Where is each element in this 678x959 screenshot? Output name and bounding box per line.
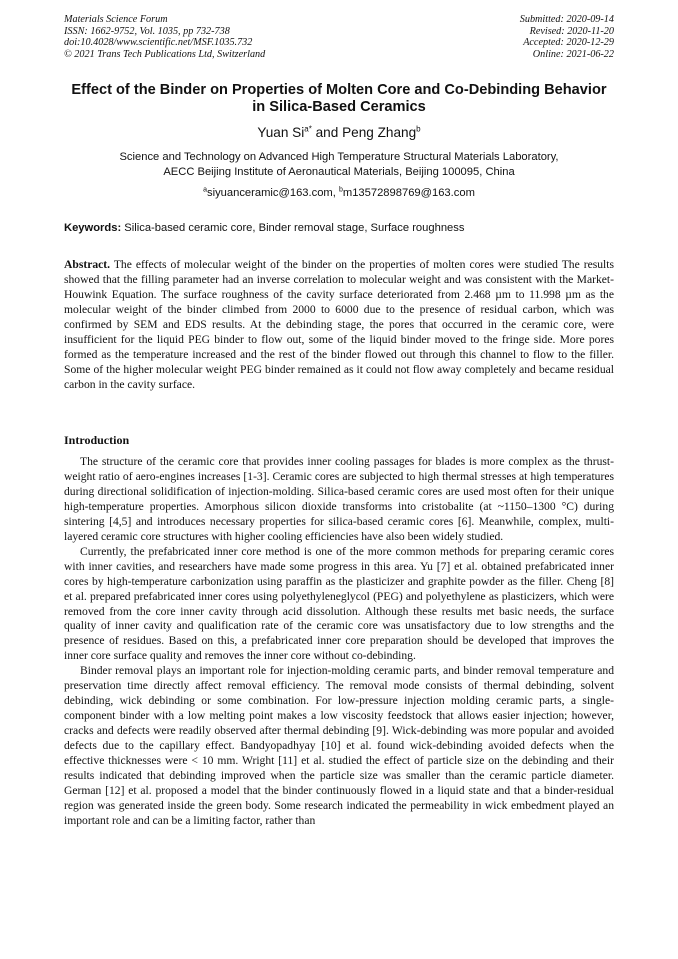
abstract [64,258,614,393]
keywords-label: Keywords: [64,222,122,234]
abstract-label: Abstract. [64,258,111,271]
date-submitted: Submitted: 2020-09-14 [519,14,614,25]
journal-doi: doi:10.4028/www.scientific.net/MSF.1035.732 [64,37,253,49]
email-address: siyuanceramic@163.com, [206,187,339,199]
author-superscript: a* [304,124,312,134]
section-heading: Introduction [64,433,130,447]
paragraph: The structure of the ceramic core that provides inner cooling passages for blades is more complex as the thrust-weight ratio of aero-engines increases [1-3]. Ceramic cores are subjected to high thermal stresses at high temperatures during directional solidification of injection-molding. Silica-based ceramic cores are used most often for their unique high-temperature properties. Amorphous silicon dioxide transforms into cristobalite (at ~1150–1300 °C) during sintering [4,5] and introduces necessary properties for silica-based ceramic cores [6]. Meanwhile, complex, multi-layered ceramic core structures with higher cooling efficiencies have also been widely studied. [64,455,614,543]
author-name: Peng Zhang [342,125,417,140]
email-superscript: b [338,186,343,194]
journal-info [64,14,265,60]
paper-title: Effect of the Binder on Properties of Molten Core and Co-Debinding Behavior in Silica-Based Ceramics [71,82,607,115]
date-revised: Revised: 2020-11-20 [529,25,614,37]
introduction-body [64,455,614,829]
author-conjunction: and [311,125,343,140]
paragraph: Binder removal plays an important role for injection-molding ceramic parts, and binder removal temperature and preservation time directly affect removal efficiency. The removal mode consists of thermal debinding, solvent debinding, wick debinding or some combination. For low-pressure injection molding ceramic parts, a single-component binder with a low melting point makes a low viscosity feedstock that allows easier injection; however, cracks and defects were readily observed after thermal debinding [9]. Wick-debinding was more popular and avoided defects due to the capillary effect. Bandyopadhyay [10] et al. found wick-debinding avoided defects when the effective thicknesses were < 10 mm. Wright [11] et al. studied the effect of particle size on the debinding and their results indicated that debinding improved when the particle size was smaller than the ceramic particle diameter. German [12] et al. proposed a model that the binder continuously flowed in a liquid state and that a binder-residual region was generated inside the green body. Some research indicated the permeability in wick embedment played an important role and can be a limiting factor, rather than [64,664,614,827]
abstract-text: The effects of molecular weight of the binder on the properties of molten cores were studied The results showed that the filling parameter had an inverse correlation to molecular weight and was consistent with the Market-Houwink Equation. The surface roughness of the cavity surface deteriorated from 2.468 µm to 11.998 µm as the molecular weight of the binder climbed from 2000 to 6000 due to the presence of residual carbon, which was confirmed by SEM and EDS results. At the debinding stage, the pores that occurred in the ceramic core, were insufficient for the liquid PEG binder to flow out, some of the liquid binder moved to the fringe side. More pores formed as the temperature increased and the rest of the binder flowed out through this channel to flow to the filler. Some of the higher molecular weight PEG binder remained as it could not flow away completely and became residual carbon in the cavity surface. [64,258,614,391]
author-emails [64,186,614,200]
keywords-text: Silica-based ceramic core, Binder removal stage, Surface roughness [121,222,465,234]
author-list [64,125,614,141]
affiliation [64,150,614,179]
affiliation-line: AECC Beijing Institute of Aeronautical Materials, Beijing 100095, China [163,165,515,178]
publication-dates [520,14,614,60]
author-superscript: b [416,124,421,134]
date-accepted: Accepted: 2020-12-29 [523,37,614,49]
date-online: Online: 2021-06-22 [532,48,614,60]
journal-copyright: © 2021 Trans Tech Publications Ltd, Switzerland [64,48,266,60]
journal-issn: ISSN: 1662-9752, Vol. 1035, pp 732-738 [64,25,230,37]
paragraph: Currently, the prefabricated inner core method is one of the more common methods for preparing ceramic cores with inner cavities, and researchers have made some progress in this area. Yu [7] et al. obtained prefabricated inner cores by high-temperature carbonization using paraffin as the plasticizer and graphite powder as the filler. Cheng [8] et al. prepared prefabricated inner cores using polyethyleneglycol (PEG) and polyethylene as plasticizers, which were removed from the core inner cavity through acid dissolution. Although these results met basic needs, the surface quality of inner cavity and qualification rate of the ceramic core was unsatisfactory due to low strengths and the presence of residues. Based on this, a prefabricated inner core preparation should be developed that improves the inner core surface quality and removes the inner core without co-debinding. [64,544,614,663]
email-superscript: a [203,186,207,194]
keywords [64,221,614,235]
author-name: Yuan Si [257,125,305,140]
email-address: m13572898769@163.com [342,187,475,199]
journal-name: Materials Science Forum [64,14,168,25]
affiliation-line: Science and Technology on Advanced High Temperature Structural Materials Laboratory, [119,151,559,163]
